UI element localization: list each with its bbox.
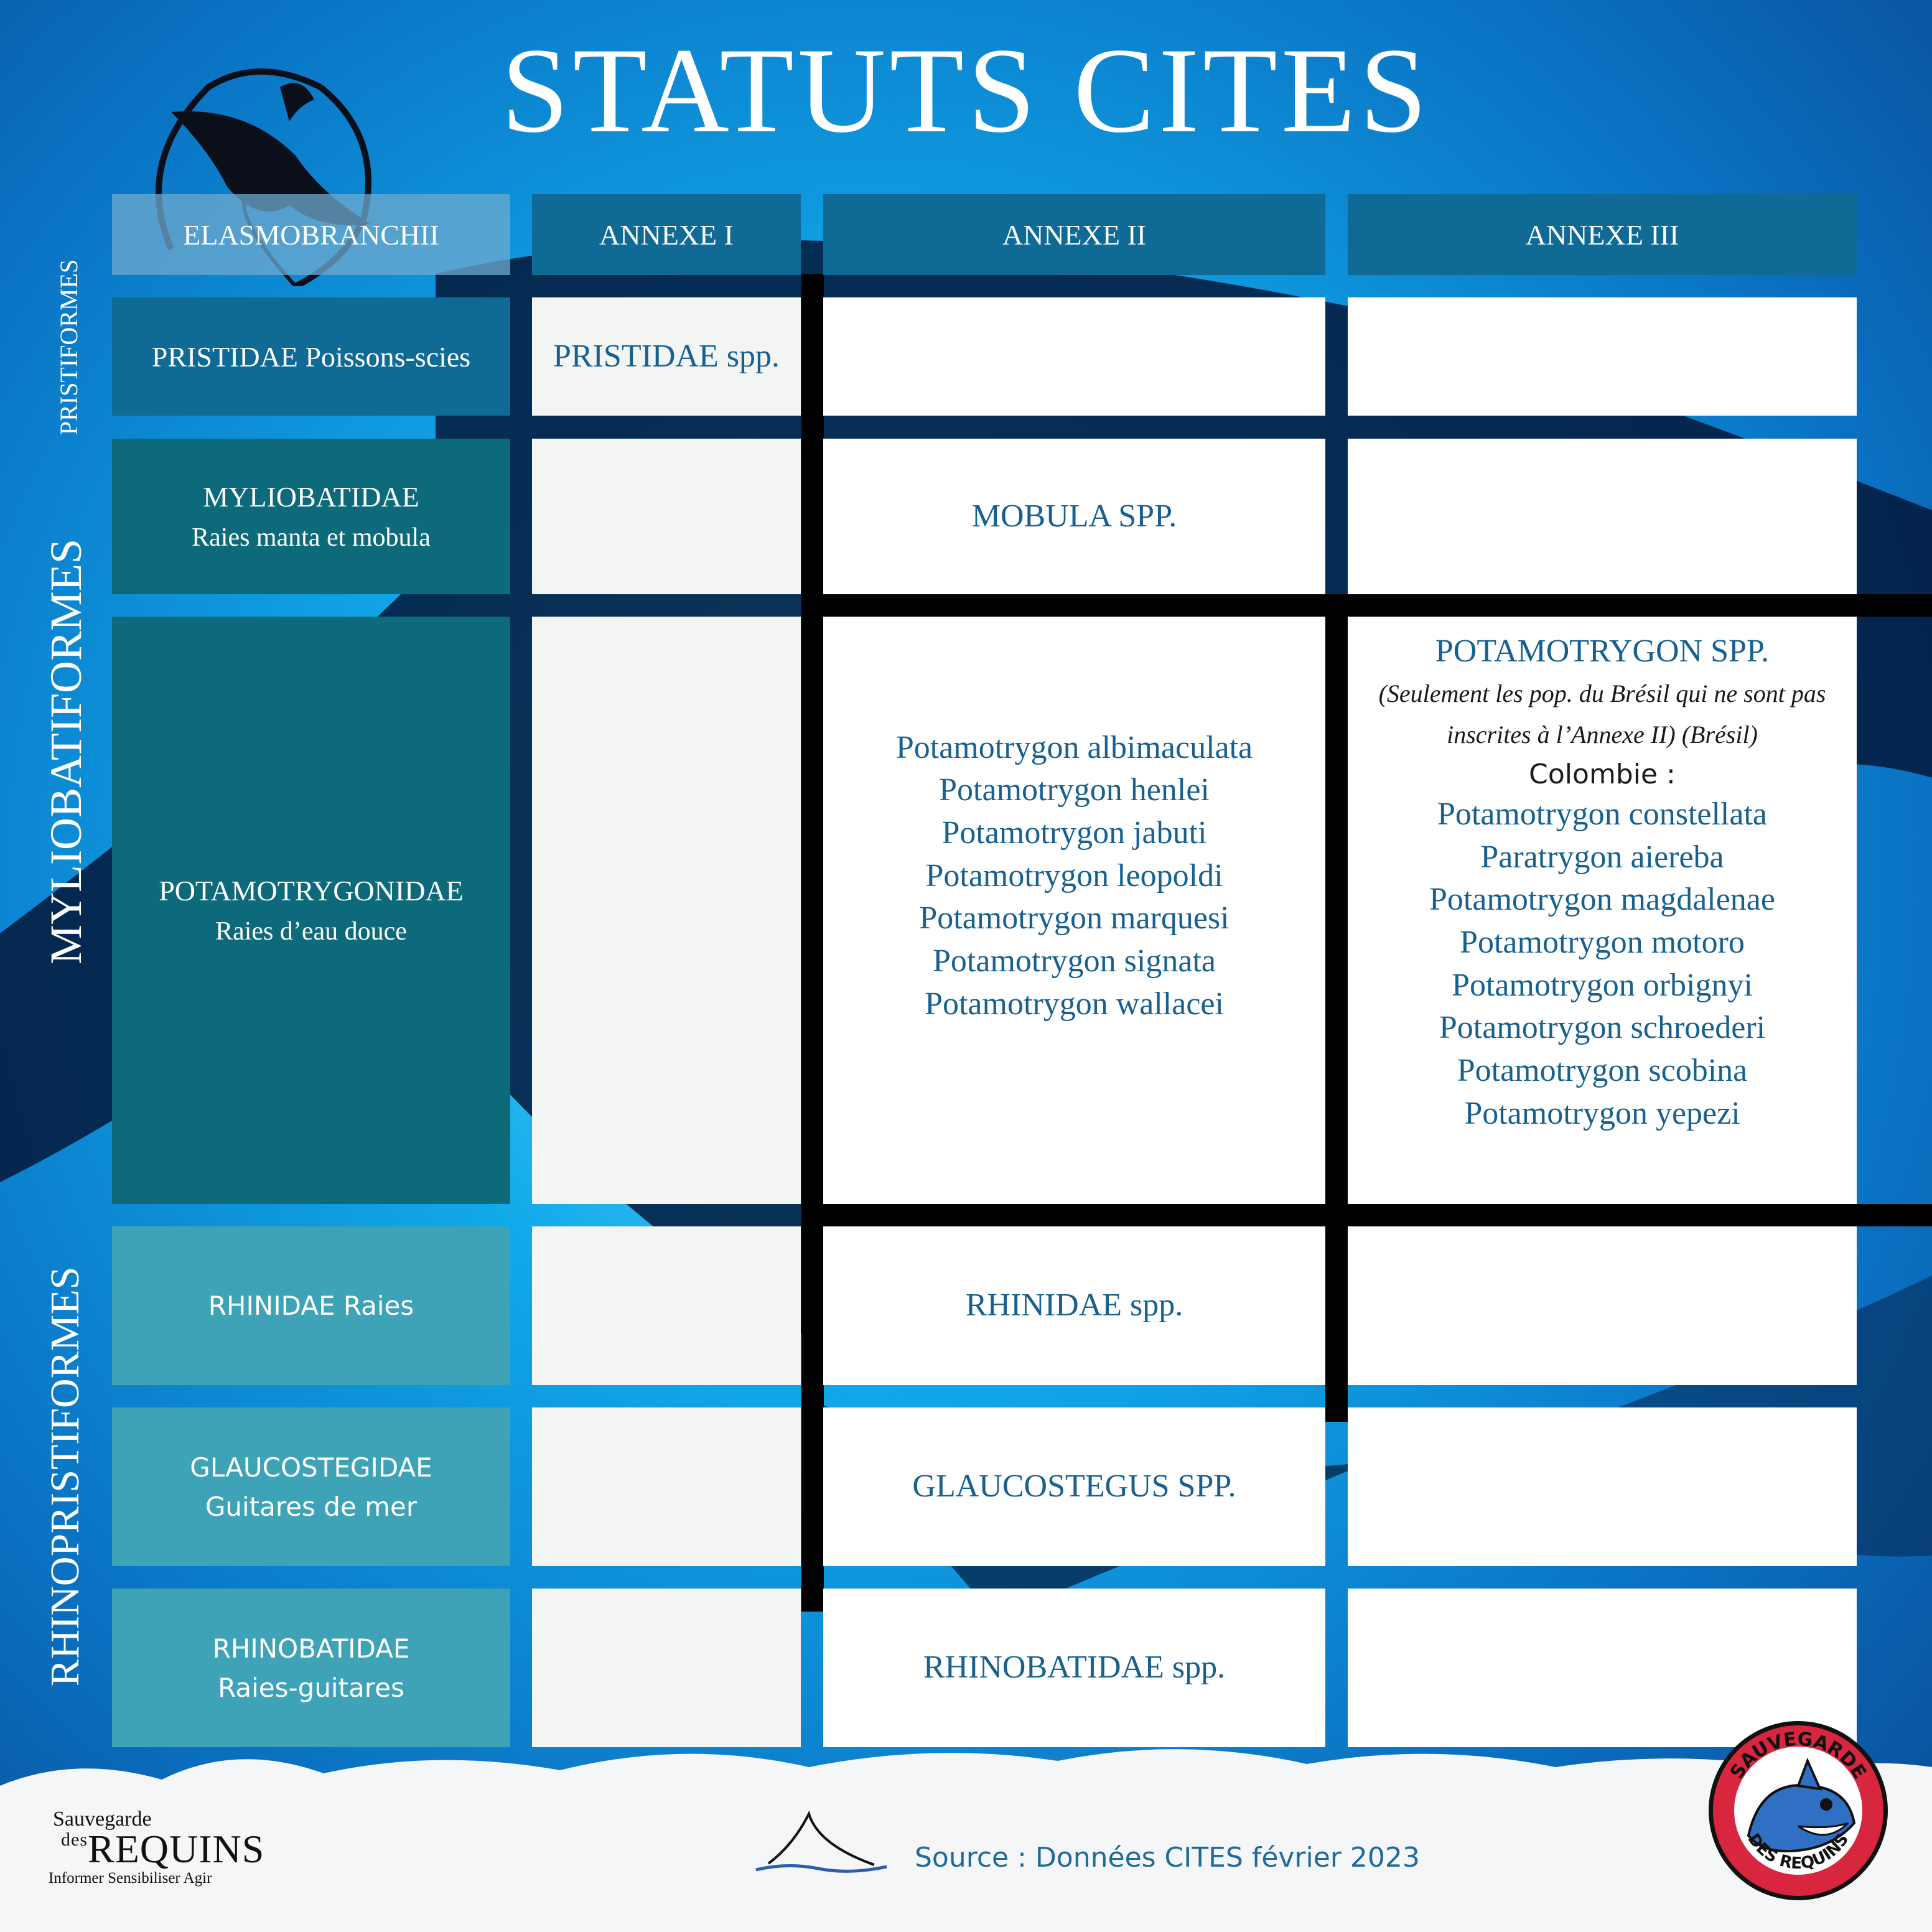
annexe3-note: inscrites à l’Annexe II) (Brésil) [1447,720,1758,749]
badge-bottom-text: DES REQUINS [1743,1830,1853,1874]
order-label-rhinopristiformes: RHINOPRISTIFORMES [42,1266,88,1687]
species-item: Potamotrygon orbignyi [1452,967,1753,1003]
grid-line [801,274,824,1612]
cell-pristidae-annexe2 [823,297,1325,416]
species-item: Potamotrygon leopoldi [925,857,1223,894]
species-value: RHINOBATIDAE spp. [923,1650,1226,1686]
cell-myliobatidae-annexe1 [532,439,801,594]
species-value: RHINIDAE spp. [965,1287,1183,1323]
species-item: Potamotrygon motoro [1460,925,1745,961]
header-annexe-2: ANNEXE II [823,194,1325,275]
cell-rhinidae-annexe1 [532,1226,801,1385]
family-common-name: Guitares de mer [205,1491,418,1522]
family-name: PRISTIDAE Poissons-scies [151,340,471,373]
cell-pristidae-annexe3 [1348,297,1857,416]
shark-fin-icon [750,1808,893,1876]
family-name: MYLIOBATIDAE [203,481,419,513]
family-name: RHINOBATIDAE [212,1633,410,1664]
cell-pristidae-annexe1 [532,297,801,416]
country-label-colombie: Colombie : [1529,758,1676,790]
family-common-name: Raies-guitares [218,1672,404,1703]
species-item: Potamotrygon marquesi [919,900,1230,936]
species-item: Paratrygon aiereba [1480,839,1724,875]
grid-line [1325,594,1348,1422]
brand-name: REQUINS [88,1827,265,1871]
header-annexe-1: ANNEXE I [532,194,801,275]
species-item: Potamotrygon wallacei [925,986,1224,1022]
species-value: GLAUCOSTEGUS SPP. [912,1468,1236,1505]
species-value: MOBULA SPP. [971,498,1177,534]
page-title: STATUTS CITES [501,23,1431,158]
grid-line [801,1204,1932,1226]
grid-line [801,594,1932,617]
order-label-pristiformes: PRISTIFORMES [55,259,83,436]
family-glaucostegidae [112,1407,510,1566]
header-elasmobranchii: ELASMOBRANCHII [112,194,510,275]
species-item: Potamotrygon signata [933,943,1216,979]
cell-rhinobatidae-annexe2 [823,1589,1325,1747]
badge-top-text: SAUVEGARDE [1725,1728,1871,1783]
family-common-name: Raies manta et mobula [192,523,431,552]
species-item: Potamotrygon albimaculata [895,729,1253,765]
family-common-name: Raies d’eau douce [215,917,407,946]
cell-potamotrygonidae-annexe1 [532,617,801,1204]
brand-logo [25,1808,265,1887]
cell-potamotrygonidae-annexe2 [823,617,1325,1204]
annexe3-note: (Seulement les pop. du Brésil qui ne sont pas [1378,679,1826,707]
species-value: PRISTIDAE spp. [553,338,780,374]
cell-glaucostegidae-annexe2 [823,1407,1325,1566]
species-item: Potamotrygon yepezi [1464,1095,1740,1131]
family-name: RHINIDAE Raies [208,1290,414,1321]
family-name: GLAUCOSTEGIDAE [190,1452,432,1483]
family-myliobatidae [112,439,510,594]
cell-glaucostegidae-annexe3 [1348,1407,1857,1566]
brand-line2-small: des [61,1829,88,1850]
brand-tagline: Informer Sensibiliser Agir [49,1869,212,1887]
family-potamotrygonidae [112,617,510,1204]
brand-line1: Sauvegarde [53,1808,152,1831]
brand-line2 [61,1827,265,1871]
family-rhinobatidae [112,1589,510,1747]
species-item: Potamotrygon schroederi [1439,1010,1766,1046]
family-pristidae [112,297,510,416]
cell-rhinobatidae-annexe1 [532,1589,801,1747]
cell-rhinidae-annexe2 [823,1226,1325,1385]
order-label-myliobatiformes: MYLIOBATIFORMES [41,538,91,964]
species-item: Potamotrygon henlei [939,772,1210,808]
species-item: Potamotrygon magdalenae [1429,882,1775,918]
cell-myliobatidae-annexe2 [823,439,1325,594]
species-item: Potamotrygon constellata [1437,796,1767,833]
header-annexe-3: ANNEXE III [1348,194,1857,275]
cell-potamotrygonidae-annexe3 [1348,617,1857,1204]
species-item: Potamotrygon jabuti [941,815,1207,851]
annexe3-title: POTAMOTRYGON SPP. [1435,633,1770,669]
source-text: Source : Données CITES février 2023 [915,1842,1420,1874]
cell-rhinidae-annexe3 [1348,1226,1857,1385]
shark-mascot-badge [1705,1717,1892,1904]
family-name: POTAMOTRYGONIDAE [159,875,464,907]
cell-myliobatidae-annexe3 [1348,439,1857,594]
cell-glaucostegidae-annexe1 [532,1407,801,1566]
species-item: Potamotrygon scobina [1457,1052,1748,1088]
family-rhinidae [112,1226,510,1385]
